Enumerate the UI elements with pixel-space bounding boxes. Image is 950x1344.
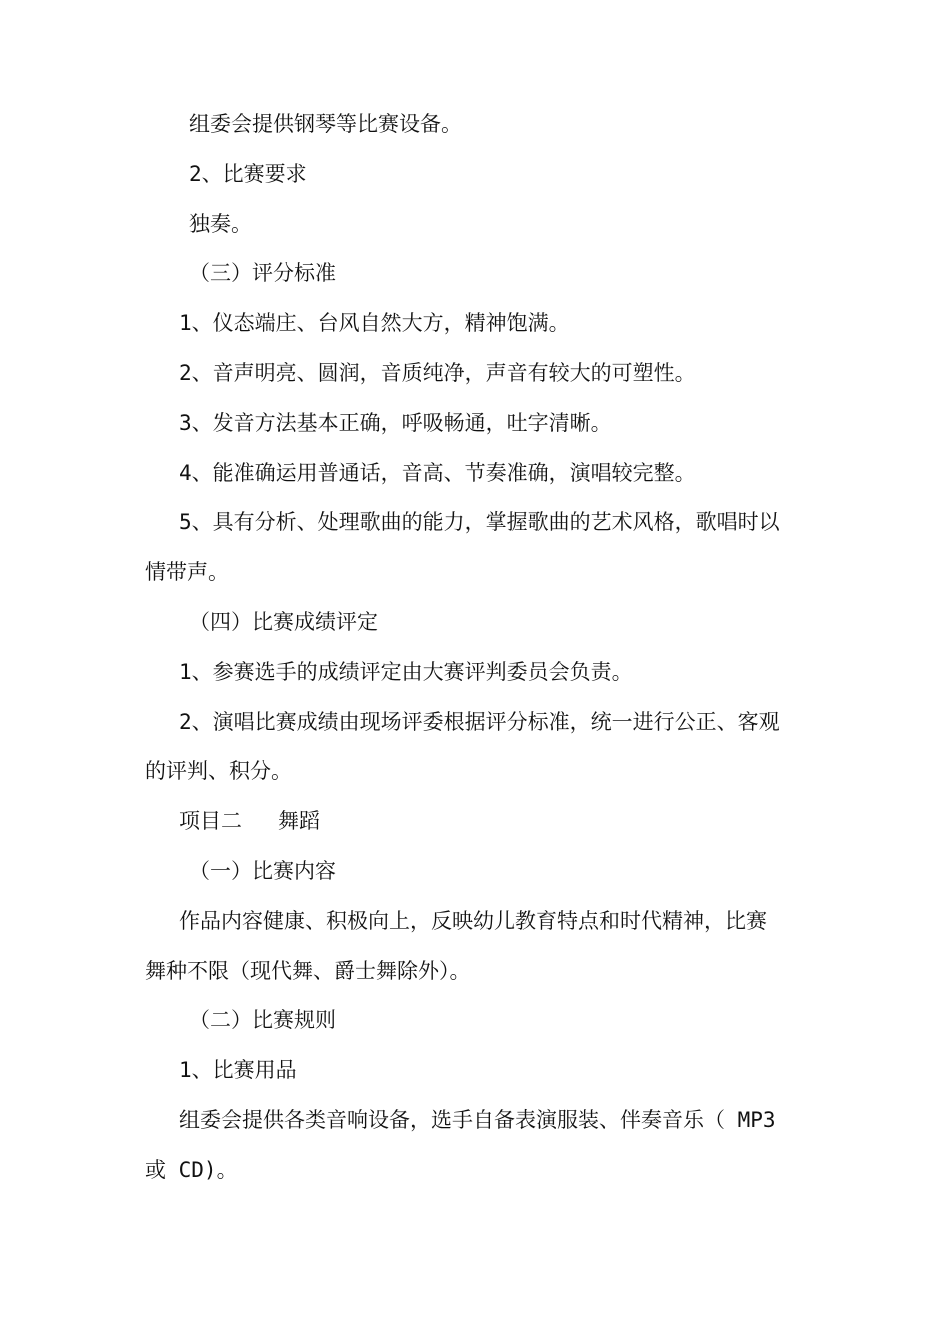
subsection-heading: 2、比赛要求 <box>189 161 307 186</box>
paragraph-line: 组委会提供各类音响设备，选手自备表演服装、伴奏音乐（ MP3 <box>179 1107 776 1132</box>
list-item: 1、仪态端庄、台风自然大方，精神饱满。 <box>179 311 570 336</box>
paragraph-continuation: 舞种不限（现代舞、爵士舞除外）。 <box>145 958 471 983</box>
project-heading <box>145 797 825 847</box>
paragraph-continuation: 或 CD)。 <box>145 1157 238 1182</box>
project-number: 项目二 <box>179 809 242 834</box>
paragraph-line: 独奏。 <box>189 211 252 236</box>
list-item-continuation: 的评判、积分。 <box>145 759 292 784</box>
document-body <box>145 100 825 1196</box>
list-item: 1、参赛选手的成绩评定由大赛评判委员会负责。 <box>179 659 633 684</box>
list-item: 2、音声明亮、圆润，音质纯净，声音有较大的可塑性。 <box>179 360 696 385</box>
project-title: 舞蹈 <box>278 809 320 834</box>
section-heading: （二）比赛规则 <box>189 1008 336 1033</box>
paragraph-line: 作品内容健康、积极向上，反映幼儿教育特点和时代精神，比赛 <box>179 908 767 933</box>
list-item: 4、能准确运用普通话，音高、节奏准确，演唱较完整。 <box>179 460 696 485</box>
section-heading: （一）比赛内容 <box>189 858 336 883</box>
list-item: 3、发音方法基本正确，呼吸畅通，吐字清晰。 <box>179 410 612 435</box>
subsection-heading: 1、比赛用品 <box>179 1058 297 1083</box>
paragraph-line: 组委会提供钢琴等比赛设备。 <box>189 112 462 136</box>
list-item-continuation: 情带声。 <box>145 560 229 585</box>
list-item: 2、演唱比赛成绩由现场评委根据评分标准，统一进行公正、客观 <box>179 709 780 734</box>
section-heading: （三）评分标准 <box>189 261 336 286</box>
list-item: 5、具有分析、处理歌曲的能力，掌握歌曲的艺术风格，歌唱时以 <box>179 510 780 535</box>
section-heading: （四）比赛成绩评定 <box>189 609 378 634</box>
